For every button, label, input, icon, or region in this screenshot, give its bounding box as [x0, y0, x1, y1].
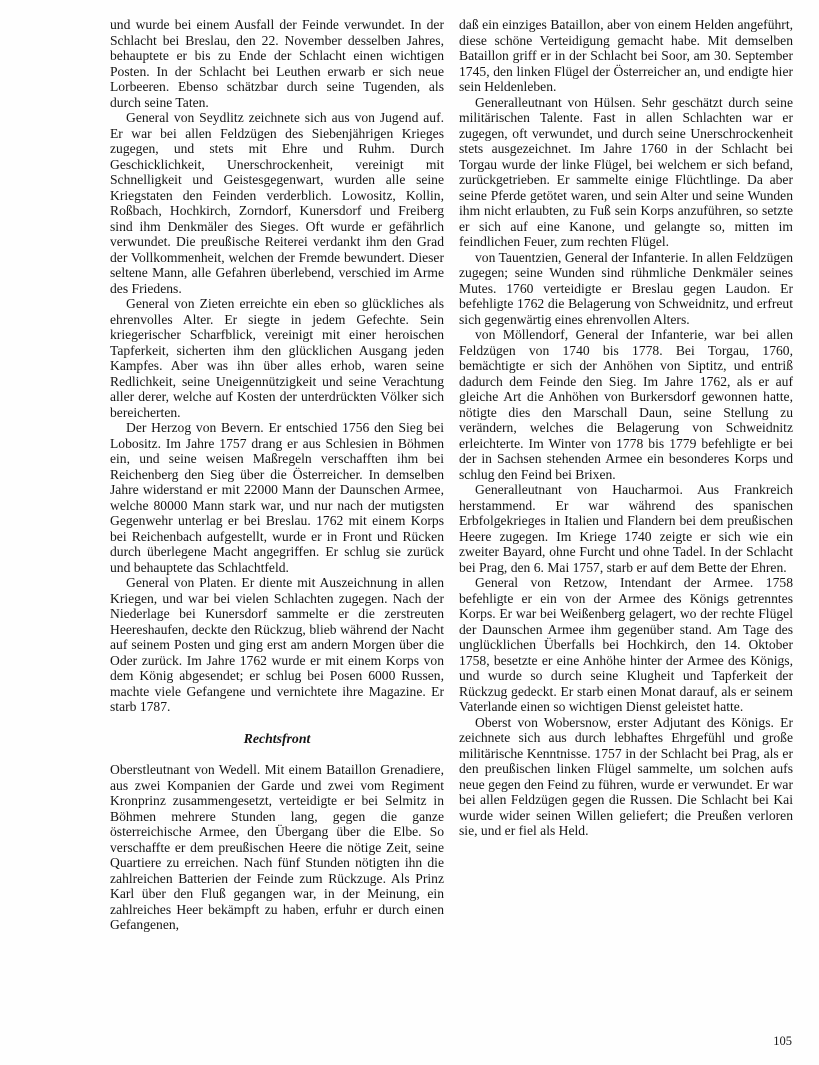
paragraph: Oberstleutnant von Wedell. Mit einem Bataillon Grenadiere, aus zwei Kompanien der Garde und zwei vom Regiment Kronprinz zusammengesetzt, verteidigte er bei Selmitz in Böhmen mehrere Stunden lang, gegen die ganze österreichische Armee, den Übergang über die Elbe. So verschaffte er dem preußischen Heere die nötige Zeit, seine Quartiere zu erreichen. Nach fünf Stunden nötigten ihn die zahlreichen Batterien der Feinde zum Rückzuge. Als Prinz Karl über den Fluß gegangen war, in der Meinung, ein zahlreiches Heer bekämpft zu haben, erfuhr er durch einen Gefangenen,	[110, 762, 444, 932]
paragraph: von Möllendorf, General der Infanterie, war bei allen Feldzügen von 1740 bis 1778. Bei Torgau, 1760, bemächtigte er sich der Anhöhen von Siptitz, und entriß dadurch dem Feinde den Sieg. Im Jahre 1762, als er auf gleiche Art die Anhöhen von Burkersdorf gewonnen hatte, nötigte dies den Marschall Daun, seine Stellung zu verändern, welches die Belagerung von Schweidnitz erleichterte. Im Winter von 1778 bis 1779 befehligte er bei der in Sachsen stehenden Armee ein besonderes Korps und schlug den Feind bei Brixen.	[459, 327, 793, 482]
paragraph: Der Herzog von Bevern. Er entschied 1756 den Sieg bei Lobositz. Im Jahre 1757 drang er aus Schlesien in Böhmen ein, und seine weisen Maßregeln verschafften ihm bei Reichenberg den Sieg über die Österreicher. In demselben Jahre widerstand er mit 22000 Mann der Daunschen Armee, welche 80000 Mann stark war, und nur nach der mutigsten Gegenwehr unterlag er bei Breslau. 1762 mit einem Korps bei Reichenbach aufgestellt, wurde er in Front und Rücken durch überlegene Macht angegriffen. Er schlug sie zurück und behauptete das Schlachtfeld.	[110, 420, 444, 575]
paragraph: Generalleutnant von Haucharmoi. Aus Frankreich herstammend. Er war während des spanischen Erbfolgekrieges in Italien und Flandern bei dem preußischen Heere zugegen. Im Kriege 1740 zeigte er sich wie ein zweiter Bayard, ohne Furcht und ohne Tadel. In der Schlacht bei Prag, den 6. Mai 1757, starb er auf dem Bette der Ehren.	[459, 482, 793, 575]
paragraph: General von Platen. Er diente mit Auszeichnung in allen Kriegen, und war bei vielen Schlachten zugegen. Nach der Niederlage bei Kunersdorf sammelte er die zerstreuten Heereshaufen, deckte den Rückzug, blieb während der Nacht auf seinem Posten und ging erst am andern Morgen über die Oder zurück. Im Jahre 1762 wurde er mit einem Korps von dem König abgesendet; er schlug bei Posen 6000 Russen, machte viele Gefangene und vernichtete ihre Magazine. Er starb 1787.	[110, 575, 444, 714]
paragraph: General von Zieten erreichte ein eben so glückliches als ehrenvolles Alter. Er siegte in jedem Gefechte. Sein kriegerischer Scharfblick, vereinigt mit einer heroischen Tapferkeit, sicherten ihm den glücklichen Ausgang jeden Kampfes. Aber was ihn über alles erhob, waren seine Redlichkeit, seine Uneigennützigkeit und seine Verachtung aller derer, welche auf Kosten der unterdrückten Völker sich bereicherten.	[110, 296, 444, 420]
paragraph: Generalleutnant von Hülsen. Sehr geschätzt durch seine militärischen Talente. Fast in allen Schlachten war er zugegen, oft verwundet, und durch seine Unerschrockenheit stets ausgezeichnet. Im Jahre 1760 in der Schlacht bei Torgau wurde der linke Flügel, bei welchem er sich befand, zurückgetrieben. Er sammelte einige Flüchtlinge. Da aber seine Pferde getötet waren, und sein Alter und seine Wunden ihm nicht erlaubten, zu Fuß sein Korps anzuführen, so setzte er sich auf eine Kanone, und gelangte so, mitten im feindlichen Feuer, zum rechten Flügel.	[459, 94, 793, 249]
left-column	[110, 17, 444, 933]
paragraph: von Tauentzien, General der Infanterie. In allen Feldzügen zugegen; seine Wunden sind rühmliche Denkmäler seines Mutes. 1760 verteidigte er Breslau gegen Laudon. Er befehligte 1762 die Belagerung von Schweidnitz, und erfreut sich gegenwärtig eines ehrenvollen Alters.	[459, 249, 793, 327]
section-heading: Rechtsfront	[243, 730, 311, 746]
right-column	[459, 17, 793, 933]
paragraph: daß ein einziges Bataillon, aber von einem Helden angeführt, diese schöne Verteidigung gemacht habe. Mit demselben Bataillon griff er in der Schlacht bei Soor, am 30. September 1745, den linken Flügel der Österreicher an, und endigte hier sein Heldenleben.	[459, 17, 793, 94]
page-number: 105	[773, 1034, 792, 1048]
paragraph: Oberst von Wobersnow, erster Adjutant des Königs. Er zeichnete sich aus durch lebhaftes Ehrgefühl und große militärische Kenntnisse. 1757 in der Schlacht bei Prag, als er den preußischen linken Flügel sammelte, um solchen aufs neue gegen den Feind zu führen, wurde er verwundet. Er war bei allen Feldzügen gegen die Russen. Die Schlacht bei Kai wurde wider seinen Willen geliefert; die Preußen verloren sie, und er fiel als Held.	[459, 714, 793, 838]
paragraph: und wurde bei einem Ausfall der Feinde verwundet. In der Schlacht bei Breslau, den 22. November desselben Jahres, behauptete er bis zu Ende der Schlacht einen wichtigen Posten. In der Schlacht bei Leuthen erwarb er sich neue Lorbeeren. Ebenso schätzbar durch seine Tugenden, als durch seine Taten.	[110, 17, 444, 110]
paragraph: General von Retzow, Intendant der Armee. 1758 befehligte er ein von der Armee des Königs getrenntes Korps. Er war bei Weißenberg gelagert, wo der rechte Flügel der Daunschen Armee ihm gegenüber stand. Am Tage des unglücklichen Überfalls bei Hochkirch, den 14. Oktober 1758, besetzte er eine Anhöhe hinter der Armee des Königs, und wurde so durch seine Klugheit und Tapferkeit der Rückzug gedeckt. Er starb einen Monat darauf, als er seinem Vaterlande einen so wichtigen Dienst geleistet hatte.	[459, 575, 793, 714]
paragraph: General von Seydlitz zeichnete sich aus von Jugend auf. Er war bei allen Feldzügen des Siebenjährigen Krieges zugegen, und stets mit Ehre und Ruhm. Durch Geschicklichkeit, Unerschrockenheit, vereinigt mit Schnelligkeit und Geistesgegenwart, wurden alle seine Kriegstaten den Feinden verderblich. Lowositz, Kollin, Roßbach, Hochkirch, Zorndorf, Kunersdorf und Freiberg sind ihm Denkmäler des Sieges. Oft wurde er gefährlich verwundet. Die preußische Reiterei verdankt ihm den Grad der Vollkommenheit, welchen der Fremde bewundert. Dieser seltene Mann, alle Gefahren überlebend, verschied im Arme des Friedens.	[110, 110, 444, 296]
